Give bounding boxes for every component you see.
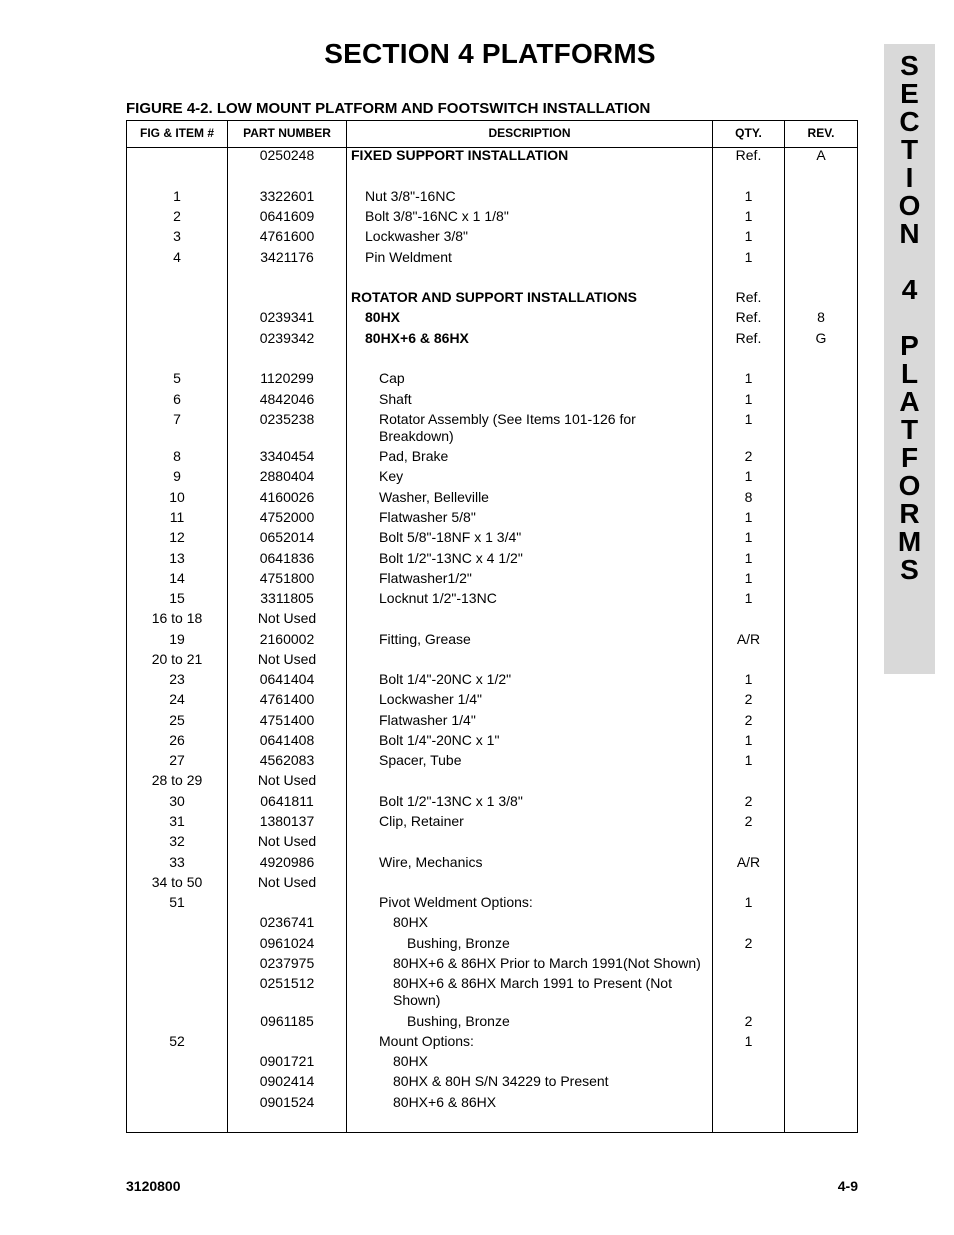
- side-tab-letter: F: [900, 442, 919, 473]
- fig-item-cell: 31: [169, 813, 185, 829]
- side-tab-letter: T: [900, 414, 919, 445]
- side-tab-letter: T: [900, 134, 919, 165]
- description-line: Bolt 5/8"-18NF x 1 3/4": [379, 529, 522, 545]
- qty-cell: 2: [744, 1013, 753, 1029]
- side-tab-letter: C: [899, 106, 920, 137]
- description-line: Lockwasher 1/4": [379, 691, 483, 707]
- qty-cell: 2: [744, 813, 753, 829]
- qty-cell: 2: [744, 793, 753, 809]
- header-part-number: PART NUMBER: [243, 126, 331, 140]
- part-number-cell: 0961185: [260, 1013, 314, 1029]
- description-line: 80HX & 80H S/N 34229 to Present: [393, 1073, 609, 1089]
- part-number-cell: 3322601: [259, 188, 315, 204]
- description-line: 80HX+6 & 86HX: [393, 1094, 497, 1110]
- description-cell: [351, 570, 713, 587]
- description-line: Bushing, Bronze: [407, 935, 510, 951]
- part-number-cell: 0641811: [260, 793, 314, 809]
- qty-cell: Ref.: [735, 330, 762, 346]
- description-line: Mount Options:: [379, 1033, 474, 1049]
- fig-item-cell: 9: [173, 468, 181, 484]
- qty-cell: 1: [744, 411, 753, 427]
- header-rev: REV.: [807, 126, 835, 140]
- fig-item-cell: 3: [173, 228, 181, 244]
- description-line: Rotator Assembly (See Items 101-126 for: [379, 411, 636, 427]
- part-number-cell: 0251512: [259, 975, 315, 991]
- qty-cell: Ref.: [735, 309, 762, 325]
- page-number: 4-9: [837, 1178, 858, 1194]
- part-number-cell: Not Used: [257, 833, 317, 849]
- part-number-cell: 0641609: [259, 208, 315, 224]
- description-cell: [351, 631, 713, 648]
- part-number-cell: 3340454: [259, 448, 315, 464]
- description-line: Lockwasher 3/8": [365, 228, 469, 244]
- fig-item-cell: 23: [169, 671, 185, 687]
- part-number-cell: 0641836: [259, 550, 315, 566]
- side-tab-letter: O: [898, 470, 921, 501]
- part-number-cell: 4160026: [259, 489, 315, 505]
- description-cell: [351, 249, 713, 266]
- header-qty: QTY.: [735, 126, 762, 140]
- part-number-cell: 0901524: [259, 1094, 315, 1110]
- side-tab-letter: N: [899, 218, 920, 249]
- fig-item-cell: 11: [169, 509, 185, 525]
- qty-cell: 2: [744, 712, 753, 728]
- description-line: Wire, Mechanics: [379, 854, 483, 870]
- part-number-cell: 4751400: [259, 712, 315, 728]
- fig-item-cell: 7: [173, 411, 181, 427]
- side-tab-letter: R: [899, 498, 920, 529]
- description-cell: [351, 894, 713, 911]
- description-line: Bolt 1/4"-20NC x 1/2": [379, 671, 512, 687]
- fig-item-cell: 28 to 29: [151, 772, 203, 788]
- description-cell: [351, 813, 713, 830]
- description-cell: [351, 1033, 713, 1050]
- description-cell: [351, 691, 713, 708]
- document-number: 3120800: [126, 1178, 181, 1194]
- fig-item-cell: 25: [169, 712, 185, 728]
- description-line: Locknut 1/2"-13NC: [379, 590, 497, 606]
- fig-item-cell: 5: [173, 370, 181, 386]
- description-line: Breakdown): [379, 428, 454, 444]
- fig-item-cell: 20 to 21: [151, 651, 203, 667]
- fig-item-cell: 15: [169, 590, 185, 606]
- description-cell: [351, 330, 713, 347]
- fig-item-cell: 13: [169, 550, 185, 566]
- rev-cell: A: [816, 147, 826, 163]
- qty-cell: 1: [744, 732, 753, 748]
- description-line: Bolt 1/2"-13NC x 4 1/2": [379, 550, 523, 566]
- description-cell: [351, 188, 713, 205]
- fig-item-cell: 4: [173, 249, 181, 265]
- qty-cell: 2: [744, 935, 753, 951]
- description-line: 80HX+6 & 86HX March 1991 to Present (Not: [393, 975, 672, 991]
- side-tab-letters: [884, 52, 935, 584]
- parts-table: [126, 120, 858, 1133]
- part-number-cell: Not Used: [257, 772, 317, 788]
- description-cell: [351, 854, 713, 871]
- fig-item-cell: 30: [169, 793, 185, 809]
- column-divider: [784, 121, 785, 1132]
- description-cell: [351, 1073, 713, 1090]
- side-tab-letter: S: [900, 50, 919, 81]
- description-line: Bolt 1/4"-20NC x 1": [379, 732, 500, 748]
- fig-item-cell: 16 to 18: [151, 610, 203, 626]
- part-number-cell: 1380137: [259, 813, 315, 829]
- figure-title: FIGURE 4-2. LOW MOUNT PLATFORM AND FOOTSWITCH INSTALLATION: [126, 100, 651, 117]
- fig-item-cell: 2: [173, 208, 181, 224]
- side-tab-letter: O: [898, 190, 921, 221]
- fig-item-cell: 52: [169, 1033, 185, 1049]
- description-line: FIXED SUPPORT INSTALLATION: [351, 147, 569, 163]
- side-tab-letter: A: [899, 386, 920, 417]
- qty-cell: 1: [744, 188, 753, 204]
- description-line: Flatwasher 5/8": [379, 509, 476, 525]
- part-number-cell: 3421176: [260, 249, 314, 265]
- qty-cell: 1: [744, 1033, 753, 1049]
- description-cell: [351, 391, 713, 408]
- qty-cell: 1: [744, 228, 753, 244]
- description-line: Cap: [379, 370, 405, 386]
- description-line: 80HX+6 & 86HX: [365, 330, 469, 346]
- description-cell: [351, 509, 713, 526]
- part-number-cell: 0901721: [259, 1053, 315, 1069]
- qty-cell: 1: [744, 468, 753, 484]
- qty-cell: 1: [744, 570, 753, 586]
- part-number-cell: 3311805: [260, 590, 314, 606]
- description-cell: [351, 468, 713, 485]
- fig-item-cell: 51: [169, 894, 185, 910]
- description-cell: [351, 671, 713, 688]
- description-cell: [351, 550, 713, 567]
- qty-cell: 1: [744, 391, 753, 407]
- description-line: 80HX: [393, 914, 429, 930]
- description-cell: [351, 147, 713, 164]
- description-cell: [351, 1013, 713, 1030]
- qty-cell: 2: [744, 691, 753, 707]
- part-number-cell: 4751800: [259, 570, 315, 586]
- description-cell: [351, 955, 713, 972]
- qty-cell: 1: [744, 752, 753, 768]
- description-cell: [351, 1094, 713, 1111]
- side-tab-spacer: [884, 248, 935, 276]
- side-tab-letter: M: [897, 526, 922, 557]
- description-cell: [351, 935, 713, 952]
- fig-item-cell: 6: [173, 391, 181, 407]
- fig-item-cell: 32: [169, 833, 185, 849]
- fig-item-cell: 19: [169, 631, 185, 647]
- side-tab-letter: P: [900, 330, 919, 361]
- description-cell: [351, 309, 713, 326]
- column-divider: [346, 121, 347, 1132]
- side-tab-letter: L: [900, 358, 919, 389]
- description-line: Shaft: [379, 391, 412, 407]
- part-number-cell: 0961024: [259, 935, 315, 951]
- description-line: Fitting, Grease: [379, 631, 471, 647]
- qty-cell: 1: [744, 671, 753, 687]
- qty-cell: Ref.: [735, 147, 762, 163]
- description-line: Pad, Brake: [379, 448, 449, 464]
- qty-cell: 1: [744, 590, 753, 606]
- side-tab-letter: 4: [901, 274, 918, 305]
- description-line: 80HX: [365, 309, 401, 325]
- qty-cell: Ref.: [735, 289, 762, 305]
- part-number-cell: 2160002: [259, 631, 315, 647]
- part-number-cell: 0652014: [259, 529, 315, 545]
- description-cell: [351, 228, 713, 245]
- description-cell: [351, 489, 713, 506]
- qty-cell: 1: [744, 208, 753, 224]
- description-cell: [351, 289, 713, 306]
- qty-cell: 1: [744, 550, 753, 566]
- qty-cell: 1: [744, 529, 753, 545]
- rev-cell: 8: [817, 309, 825, 325]
- part-number-cell: 0641404: [259, 671, 315, 687]
- side-tab-letter: I: [905, 162, 914, 193]
- description-line: ROTATOR AND SUPPORT INSTALLATIONS: [351, 289, 637, 305]
- fig-item-cell: 27: [169, 752, 185, 768]
- description-line: Flatwasher 1/4": [379, 712, 476, 728]
- description-cell: [351, 590, 713, 607]
- qty-cell: A/R: [736, 854, 761, 870]
- qty-cell: A/R: [736, 631, 761, 647]
- part-number-cell: 0902414: [259, 1073, 315, 1089]
- description-cell: [351, 793, 713, 810]
- fig-item-cell: 34 to 50: [151, 874, 203, 890]
- part-number-cell: 2880404: [259, 468, 315, 484]
- fig-item-cell: 8: [173, 448, 181, 464]
- description-line: Bolt 1/2"-13NC x 1 3/8": [379, 793, 523, 809]
- description-cell: [351, 732, 713, 749]
- fig-item-cell: 24: [169, 691, 185, 707]
- description-line: Spacer, Tube: [379, 752, 462, 768]
- description-line: Bolt 3/8"-16NC x 1 1/8": [365, 208, 509, 224]
- description-cell: [351, 752, 713, 769]
- fig-item-cell: 10: [169, 489, 185, 505]
- part-number-cell: 4761400: [259, 691, 315, 707]
- section-side-tab: [884, 44, 935, 674]
- description-cell: [351, 975, 713, 1009]
- part-number-cell: 0239341: [259, 309, 315, 325]
- part-number-cell: 4920986: [259, 854, 315, 870]
- part-number-cell: 1120299: [260, 370, 314, 386]
- part-number-cell: 0237975: [259, 955, 315, 971]
- part-number-cell: 4761600: [259, 228, 315, 244]
- part-number-cell: 4562083: [259, 752, 315, 768]
- description-line: Clip, Retainer: [379, 813, 464, 829]
- fig-item-cell: 12: [169, 529, 185, 545]
- side-tab-letter: E: [900, 78, 919, 109]
- qty-cell: 1: [744, 509, 753, 525]
- part-number-cell: 0235238: [259, 411, 315, 427]
- header-description: DESCRIPTION: [488, 126, 571, 140]
- qty-cell: 1: [744, 894, 753, 910]
- description-line: Shown): [393, 992, 441, 1008]
- side-tab-spacer: [884, 304, 935, 332]
- description-line: 80HX+6 & 86HX Prior to March 1991(Not Shown): [393, 955, 701, 971]
- qty-cell: 2: [744, 448, 753, 464]
- part-number-cell: Not Used: [257, 651, 317, 667]
- description-line: Pin Weldment: [365, 249, 452, 265]
- fig-item-cell: 14: [169, 570, 185, 586]
- description-cell: [351, 370, 713, 387]
- part-number-cell: Not Used: [257, 874, 317, 890]
- description-cell: [351, 448, 713, 465]
- fig-item-cell: 1: [173, 188, 181, 204]
- description-cell: [351, 914, 713, 931]
- description-cell: [351, 208, 713, 225]
- section-title: SECTION 4 PLATFORMS: [324, 38, 656, 69]
- header-fig-item: FIG & ITEM #: [139, 126, 214, 140]
- part-number-cell: 4752000: [259, 509, 315, 525]
- part-number-cell: 0239342: [259, 330, 315, 346]
- description-line: Pivot Weldment Options:: [379, 894, 533, 910]
- qty-cell: 1: [744, 249, 753, 265]
- fig-item-cell: 33: [169, 854, 185, 870]
- description-line: Key: [379, 468, 404, 484]
- fig-item-cell: 26: [169, 732, 185, 748]
- part-number-cell: Not Used: [257, 610, 317, 626]
- description-line: Flatwasher1/2": [379, 570, 472, 586]
- description-cell: [351, 411, 713, 445]
- qty-cell: 8: [744, 489, 753, 505]
- description-line: Washer, Belleville: [379, 489, 489, 505]
- qty-cell: 1: [744, 370, 753, 386]
- side-tab-letter: S: [900, 554, 919, 585]
- part-number-cell: 0641408: [259, 732, 315, 748]
- description-cell: [351, 529, 713, 546]
- description-cell: [351, 712, 713, 729]
- description-line: Bushing, Bronze: [407, 1013, 510, 1029]
- part-number-cell: 0250248: [259, 147, 315, 163]
- description-line: Nut 3/8"-16NC: [365, 188, 456, 204]
- description-line: 80HX: [393, 1053, 429, 1069]
- part-number-cell: 4842046: [259, 391, 315, 407]
- part-number-cell: 0236741: [259, 914, 315, 930]
- description-cell: [351, 1053, 713, 1070]
- rev-cell: G: [815, 330, 827, 346]
